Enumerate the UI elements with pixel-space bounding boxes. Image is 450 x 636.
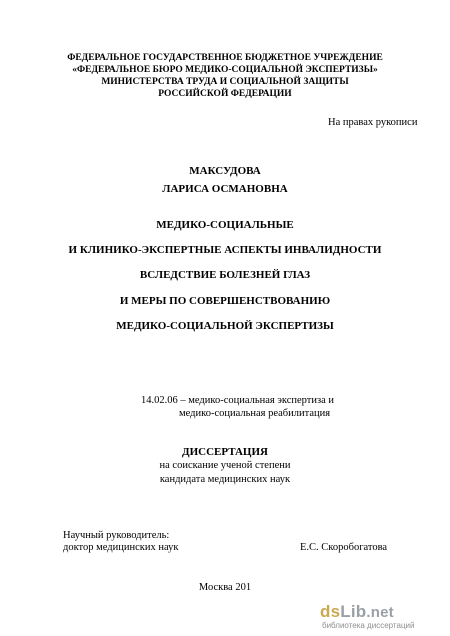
title-line-5: МЕДИКО-СОЦИАЛЬНОЙ ЭКСПЕРТИЗЫ — [116, 320, 334, 332]
organization-line-1: ФЕДЕРАЛЬНОЕ ГОСУДАРСТВЕННОЕ БЮДЖЕТНОЕ УЧРЕЖДЕНИЕ — [67, 53, 383, 63]
watermark-lib: Lib — [340, 602, 367, 621]
title-line-2: И КЛИНИКО-ЭКСПЕРТНЫЕ АСПЕКТЫ ИНВАЛИДНОСТИ — [68, 244, 382, 256]
author-surname: МАКСУДОВА — [189, 165, 261, 177]
organization-line-4: РОССИЙСКОЙ ФЕДЕРАЦИИ — [158, 89, 292, 99]
watermark-ds: ds — [320, 602, 341, 621]
watermark-net: .net — [366, 604, 394, 621]
organization-line-2: «ФЕДЕРАЛЬНОЕ БЮРО МЕДИКО-СОЦИАЛЬНОЙ ЭКСПЕРТИЗЫ» — [72, 65, 378, 75]
watermark-subtitle: библиотека диссертаций — [322, 621, 415, 630]
organization-line-3: МИНИСТЕРСТВА ТРУДА И СОЦИАЛЬНОЙ ЗАЩИТЫ — [101, 77, 349, 87]
specialty-line-2: медико-социальная реабилитация — [179, 408, 331, 419]
title-line-4: И МЕРЫ ПО СОВЕРШЕНСТВОВАНИЮ — [119, 295, 331, 307]
supervisor-name: Е.С. Скоробогатова — [300, 542, 388, 553]
footer-city-year: Москва 201 — [198, 582, 252, 593]
rights-note: На правах рукописи — [328, 117, 418, 128]
specialty-line-1: 14.02.06 – медико-социальная экспертиза и — [141, 395, 335, 406]
author-name: ЛАРИСА ОСМАНОВНА — [162, 183, 288, 195]
degree-line-2: кандидата медицинских наук — [159, 474, 291, 485]
supervisor-title: доктор медицинских наук — [63, 542, 179, 553]
degree-line-1: на соискание ученой степени — [159, 460, 291, 471]
supervisor-label: Научный руководитель: — [63, 530, 170, 541]
dslib-logo — [320, 602, 394, 622]
document-type: ДИССЕРТАЦИЯ — [182, 446, 268, 458]
title-line-1: МЕДИКО-СОЦИАЛЬНЫЕ — [156, 219, 294, 231]
title-line-3: ВСЛЕДСТВИЕ БОЛЕЗНЕЙ ГЛАЗ — [139, 269, 311, 281]
dslib-watermark — [320, 602, 444, 630]
